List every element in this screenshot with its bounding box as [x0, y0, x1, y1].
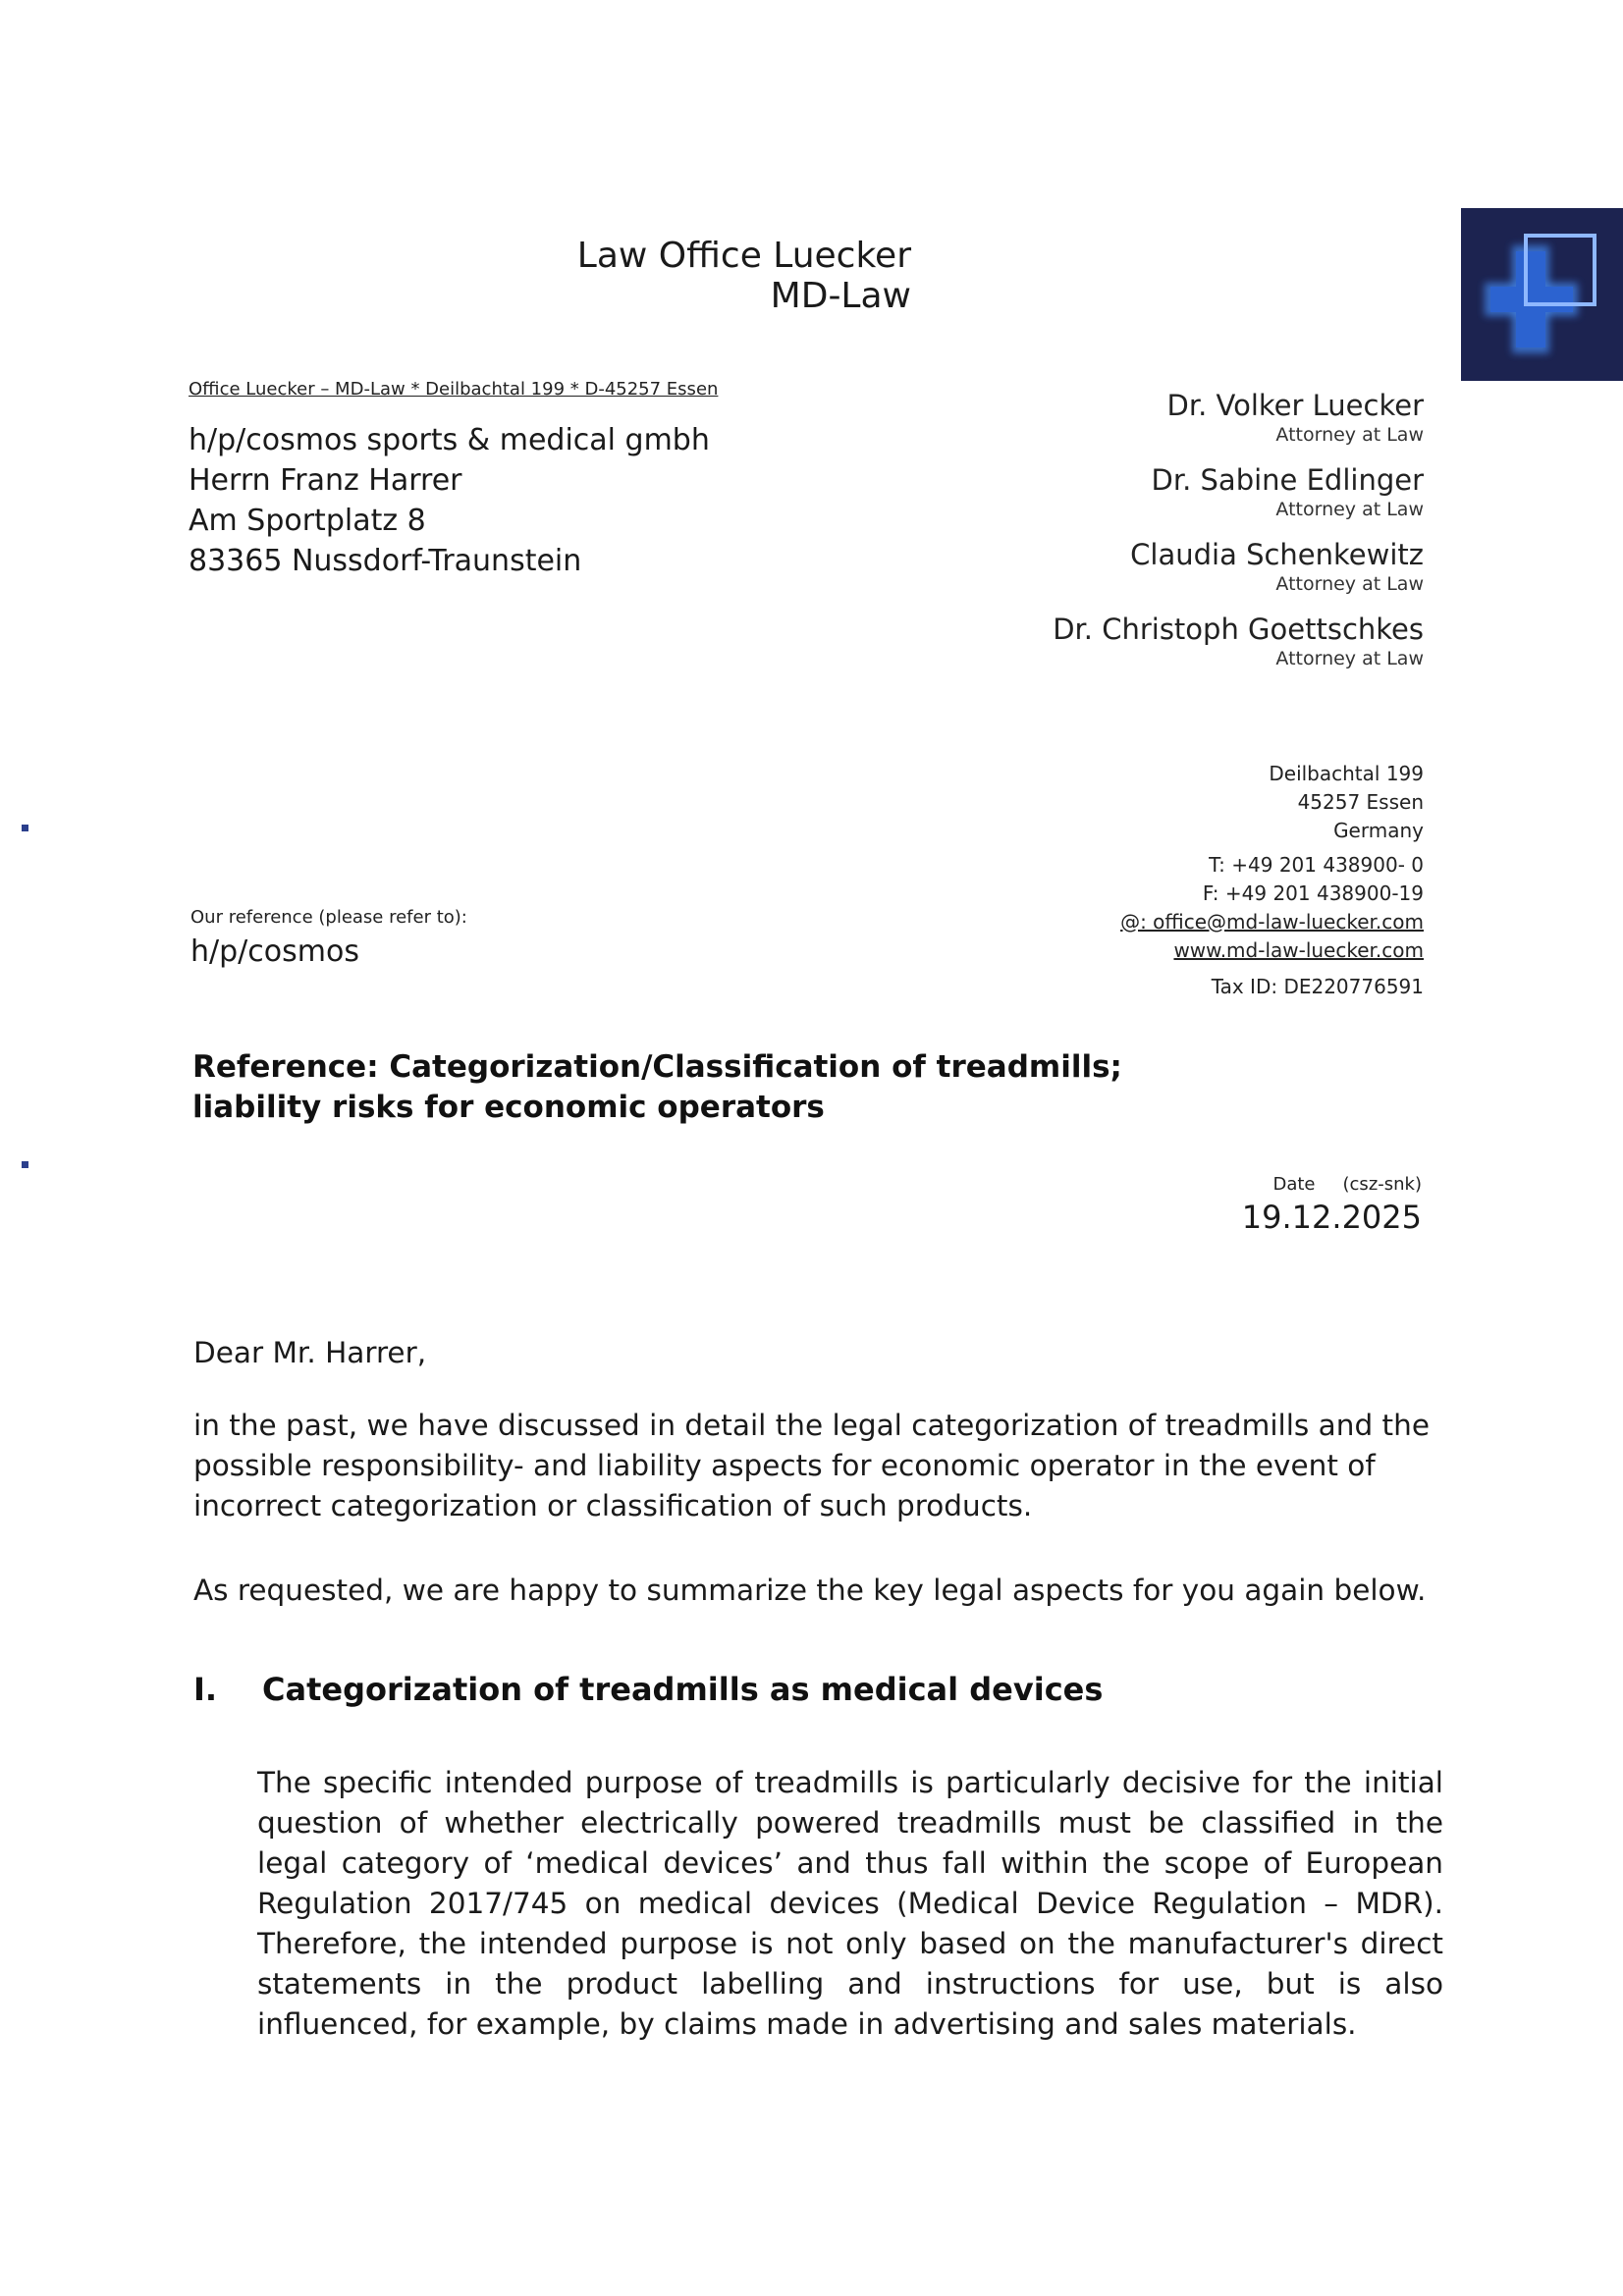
subject-line1: Reference: Categorization/Classification of treadmills; [192, 1049, 1122, 1085]
our-reference-label: Our reference (please refer to): [190, 907, 467, 928]
recipient-city: 83365 Nussdorf-Traunstein [189, 544, 582, 578]
date-value: 19.12.2025 [1241, 1199, 1422, 1236]
body-paragraph: in the past, we have discussed in detail the legal categorization of treadmills and the possible responsibility- and liability aspects for economic operator in the event of incorrect categorization or classification of such products. [193, 1409, 1430, 1522]
body-paragraph: As requested, we are happy to summarize the key legal aspects for you again below. [193, 1574, 1427, 1607]
recipient-address [189, 420, 710, 581]
office-fax: F: +49 201 438900-19 [1202, 881, 1424, 905]
medical-cross-logo-icon [1461, 208, 1623, 381]
office-website-link[interactable]: www.md-law-luecker.com [1173, 938, 1424, 962]
subject-line2: liability risks for economic operators [192, 1090, 825, 1125]
attorney-entry [913, 612, 1424, 670]
office-email-link[interactable]: @: office@md-law-luecker.com [1120, 910, 1424, 934]
attorney-name: Dr. Christoph Goettschkes [1053, 613, 1424, 646]
attorney-entry [913, 537, 1424, 596]
attorney-name: Dr. Volker Luecker [1166, 389, 1424, 422]
firm-name-line1: Law Office Luecker [576, 236, 911, 276]
section-paragraph: The specific intended purpose of treadmills is particularly decisive for the initial question of whether electrically powered treadmills must be classified in the legal category of ‘medical devices’ and thus fall within the scope of European Regulation 2017/745 on medical devices (Medical Device Regulation – MDR). Therefore, the intended purpose is not only based on the manufacturer's direct statements in the product labelling and instructions for use, but is also influenced, for example, by claims made in advertising and sales materials. [257, 1766, 1443, 2041]
attorney-list [913, 388, 1424, 686]
firm-name [577, 236, 911, 316]
salutation: Dear Mr. Harrer, [193, 1336, 427, 1369]
attorney-name: Claudia Schenkewitz [1130, 538, 1424, 571]
date-code: (csz-snk) [1342, 1174, 1422, 1195]
contact-block [913, 760, 1424, 1001]
office-tax-id: Tax ID: DE220776591 [1211, 975, 1424, 998]
recipient-person: Herrn Franz Harrer [189, 463, 462, 498]
date-label: Date [1272, 1174, 1316, 1195]
recipient-company: h/p/cosmos sports & medical gmbh [189, 423, 710, 457]
logo-graphic [1461, 208, 1623, 381]
section-number: I. [193, 1671, 218, 1708]
attorney-entry [913, 462, 1424, 521]
office-city: 45257 Essen [1297, 790, 1424, 814]
attorney-title: Attorney at Law [1275, 499, 1424, 520]
recipient-street: Am Sportplatz 8 [189, 504, 426, 538]
fold-mark [22, 1161, 28, 1168]
return-address: Office Luecker – MD-Law * Deilbachtal 199 * D-45257 Essen [189, 379, 719, 400]
section-heading [193, 1671, 1103, 1708]
date-block [1242, 1174, 1422, 1236]
office-street: Deilbachtal 199 [1269, 762, 1424, 785]
office-country: Germany [1333, 819, 1424, 842]
our-reference-value: h/p/cosmos [190, 934, 359, 969]
attorney-entry [913, 388, 1424, 447]
office-phone: T: +49 201 438900- 0 [1209, 853, 1424, 877]
firm-name-line2: MD-Law [770, 276, 911, 316]
subject-line [192, 1047, 1122, 1128]
fold-mark [22, 825, 28, 831]
attorney-title: Attorney at Law [1275, 648, 1424, 669]
date-label-row [1242, 1174, 1422, 1195]
attorney-title: Attorney at Law [1275, 424, 1424, 446]
section-title: Categorization of treadmills as medical devices [262, 1671, 1104, 1708]
attorney-name: Dr. Sabine Edlinger [1151, 463, 1424, 497]
attorney-title: Attorney at Law [1275, 573, 1424, 595]
